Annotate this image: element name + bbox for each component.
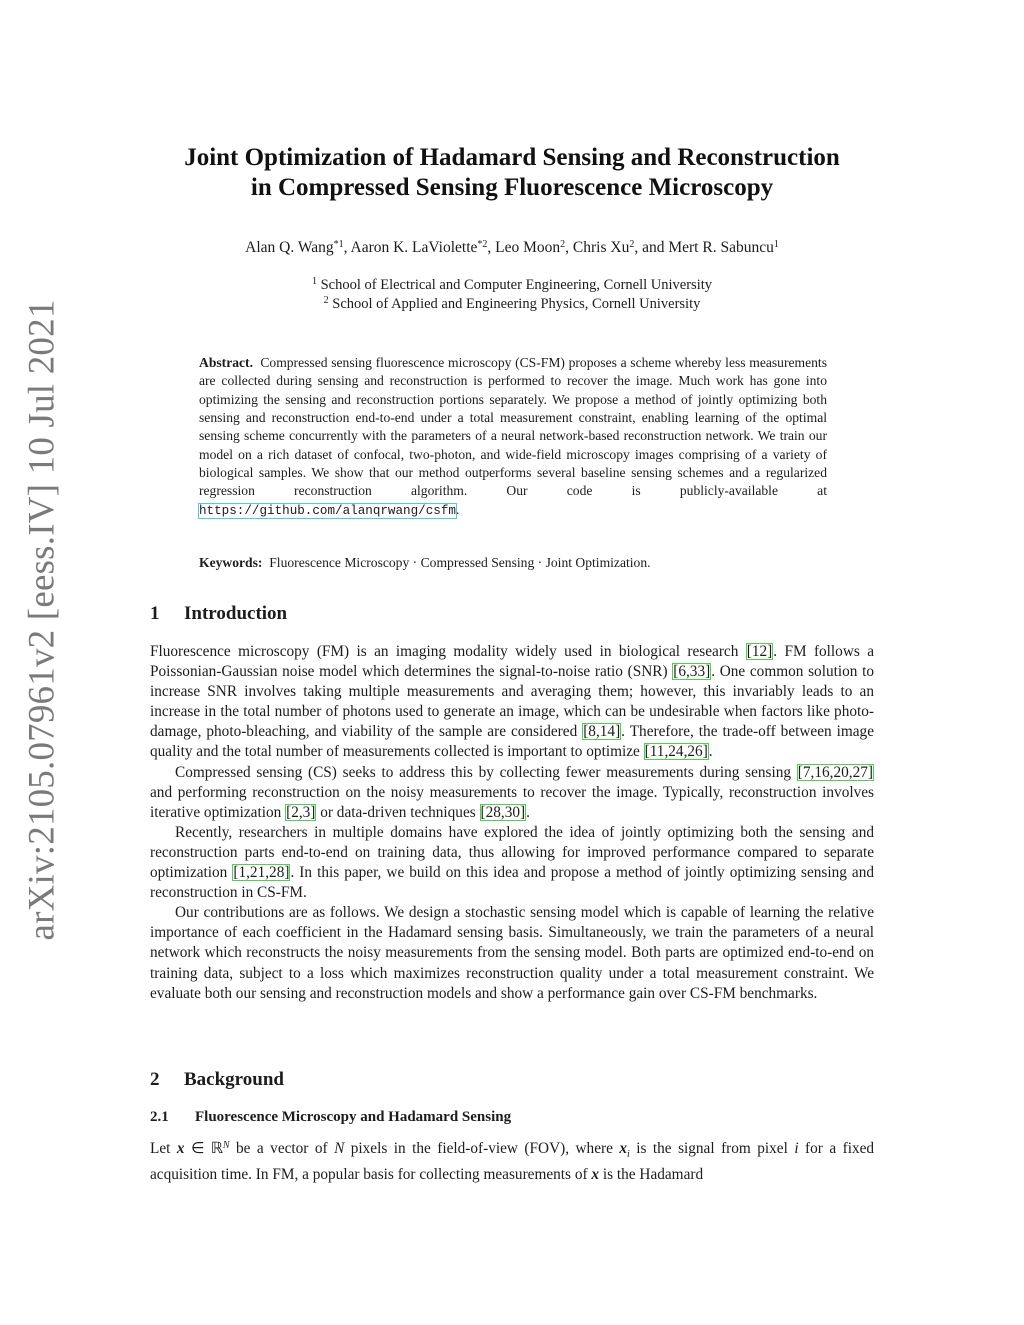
affiliation-1: $^1$ School of Electrical and Computer Engineering, Cornell University [311, 276, 713, 293]
author-name: Chris Xu [572, 239, 630, 256]
paragraph: Recently, researchers in multiple domains have explored the idea of jointly optimizing both the sensing and reconstruction parts end-to-end on training data, thus allowing for improved performance compared to separate optimization [1,21,28]. In this paper, we build on this idea and propose a method of jointly optimizing sensing and reconstruction in CS-FM. [150, 823, 875, 902]
paragraph: Let x ∈ ℝ$^N$ be a vector of N pixels in the field-of-view (FOV), where $x_i$ is the signal from pixel i for a fixed acquisition time. In FM, a popular basis for collecting measurements of x is the Hadamard [150, 1140, 875, 1184]
background-body [150, 1139, 874, 1185]
arxiv-stamp[interactable]: arXiv:2105.07961v2 [eess.IV] 10 Jul 2021 [21, 299, 63, 941]
paper-title [140, 143, 884, 203]
section-heading-introduction: 1 Introduction [150, 603, 288, 624]
citation-link[interactable]: [7,16,20,27] [797, 763, 873, 781]
title-line-1: Joint Optimization of Hadamard Sensing and Reconstruction [184, 144, 840, 171]
introduction-body [150, 642, 874, 1004]
section-heading-background: 2 Background [150, 1069, 284, 1090]
author-name: Leo Moon [495, 239, 561, 256]
citation-link[interactable]: [8,14] [583, 723, 621, 741]
citation-link[interactable]: [28,30] [480, 803, 526, 821]
author-name: Mert R. Sabuncu [668, 239, 774, 256]
author-affil-mark: *1 [333, 239, 344, 250]
subsection-heading: 2.1 Fluorescence Microscopy and Hadamard Sensing [150, 1109, 512, 1125]
author-name: Aaron K. LaViolette [350, 239, 478, 256]
author-affil-mark: 1 [773, 239, 779, 250]
citation-link[interactable]: [2,3] [286, 803, 316, 821]
affiliation-2: $^2$ School of Applied and Engineering Physics, Cornell University [323, 295, 701, 312]
abstract-text: Compressed sensing fluorescence microscopy (CS-FM) proposes a scheme whereby less measurements are collected during sensing and reconstruction is performed to recover the image. Much work has gone into optimizing the sensing and reconstruction portions separately. We propose a method of jointly optimizing both sensing and reconstruction end-to-end under a total measurement constraint, enabling learning of the optimal sensing scheme concurrently with the parameters of a neural network-based reconstruction network. We train our model on a rich dataset of confocal, two-photon, and wide-field microscopy images comprising of a variety of biological samples. We show that our method outperforms several baseline sensing schemes and a regularized regression reconstruction algorithm. Our code is publicly-available at [199, 355, 827, 499]
citation-link[interactable]: [1,21,28] [233, 864, 290, 882]
abstract: Abstract. Compressed sensing fluorescence microscopy (CS-FM) proposes a scheme whereby less measurements are collected during sensing and reconstruction is performed to recover the image. Much work has gone into optimizing the sensing and reconstruction portions separately. We propose a method of jointly optimizing both sensing and reconstruction end-to-end under a total measurement constraint, enabling learning of the optimal sensing scheme concurrently with the parameters of a neural network-based reconstruction network. We train our model on a rich dataset of confocal, two-photon, and wide-field microscopy images comprising of a variety of biological samples. We show that our method outperforms several baseline sensing schemes and a regularized regression reconstruction algorithm. Our code is publicly-available at https://github.com/alanqrwang/csfm. [199, 355, 827, 518]
keywords-label: Keywords: [199, 555, 263, 570]
citation-link[interactable]: [11,24,26] [644, 743, 708, 761]
paragraph: Our contributions are as follows. We design a stochastic sensing model which is capable of learning the relative importance of each coefficient in the Hadamard sensing basis. Simultaneously, we train the parameters of a neural network which reconstructs the noisy measurements from the sensing model. Both parts are optimized end-to-end on training data, subject to a loss which maximizes reconstruction quality under a total measurement constraint. We evaluate both our sensing and reconstruction models and show a performance gain over CS-FM benchmarks. [150, 904, 874, 1002]
keywords-text: Fluorescence Microscopy · Compressed Sensing · Joint Optimization. [269, 555, 651, 570]
author-affil-mark: 2 [560, 239, 566, 250]
affiliations [140, 276, 884, 314]
code-url-link[interactable]: https://github.com/alanqrwang/csfm [199, 503, 456, 518]
keywords [199, 555, 827, 571]
author-affil-mark: 2 [629, 239, 635, 250]
paragraph: Compressed sensing (CS) seeks to address this by collecting fewer measurements during sensing [7,16,20,27] and performing reconstruction on the noisy measurements to recover the image. Typically, reconstruction involves iterative optimization [2,3] or data-driven techniques [28,30]. [150, 763, 874, 821]
citation-link[interactable]: [12] [746, 643, 773, 660]
paragraph: Fluorescence microscopy (FM) is an imaging modality widely used in biological research [12]. FM follows a Poissonian-Gaussian noise model which determines the signal-to-noise ratio (SNR) [6,33]. One common solution to increase SNR involves taking multiple measurements and averaging them; however, this invariably leads to an increase in the total number of photons used to generate an image, which can be undesirable when factors like photo-damage, photo-bleaching, and viability of the sample are considered [8,14]. Therefore, the trade-off between image quality and the total number of measurements collected is important to optimize [11,24,26]. [150, 643, 874, 761]
title-line-2: in Compressed Sensing Fluorescence Microscopy [250, 174, 774, 201]
author-name: Alan Q. Wang [245, 239, 334, 256]
abstract-label: Abstract. [199, 355, 253, 370]
author-affil-mark: *2 [477, 239, 488, 250]
author-list: Alan Q. Wang$^{*1}$, Aaron K. LaViolette$^{*2}$, Leo Moon$^2$, Chris Xu$^2$, and Mert R. Sabuncu$^1$ [245, 239, 779, 256]
citation-link[interactable]: [6,33] [673, 663, 711, 681]
